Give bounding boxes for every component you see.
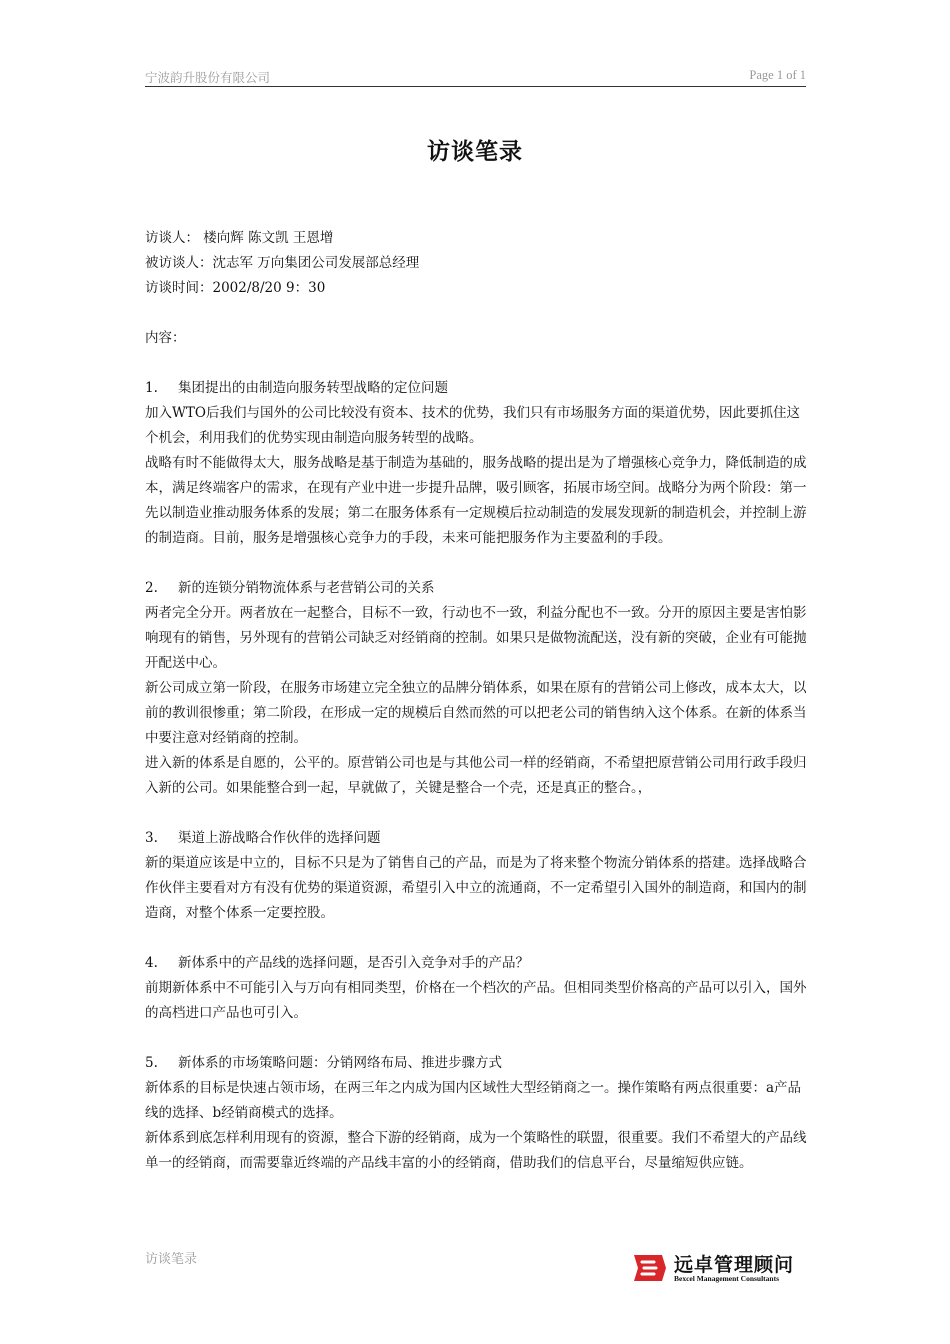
paragraph: 新公司成立第一阶段，在服务市场建立完全独立的品牌分销体系，如果在原有的营销公司上修改，成本太大，以前的教训很惨重；第二阶段，在形成一定的规模后自然而然的可以把老公司的销售纳入这个体系。在新的体系当中要注意对经销商的控制。 — [145, 680, 807, 746]
section-1 — [145, 376, 811, 551]
section-number: 5. — [145, 1055, 158, 1071]
section-5 — [145, 1051, 811, 1176]
section-number: 1. — [145, 380, 158, 396]
section-title: 新体系的市场策略问题：分销网络布局、推进步骤方式 — [178, 1055, 502, 1071]
paragraph: 前期新体系中不可能引入与万向有相同类型，价格在一个档次的产品。但相同类型价格高的产品可以引入，国外的高档进口产品也可引入。 — [145, 980, 807, 1021]
section-3 — [145, 826, 811, 926]
paragraph: 新体系的目标是快速占领市场，在两三年之内成为国内区域性大型经销商之一。操作策略有两点很重要：a产品线的选择、b经销商模式的选择。 — [145, 1080, 802, 1121]
page-title: 访谈笔录 — [427, 138, 523, 165]
section-heading — [145, 1051, 811, 1076]
paragraph: 进入新的体系是自愿的，公平的。原营销公司也是与其他公司一样的经销商，不希望把原营销公司用行政手段归入新的公司。如果能整合到一起，早就做了，关键是整合一个壳，还是真正的整合。， — [145, 755, 807, 796]
content-label: 内容： — [145, 330, 186, 346]
header-page-number: Page 1 of 1 — [749, 68, 806, 82]
interview-time-line: 访谈时间：2002/8/20 9：30 — [145, 280, 326, 296]
paragraph: 新的渠道应该是中立的，目标不只是为了销售自己的产品，而是为了将来整个物流分销体系的搭建。选择战略合作伙伴主要看对方有没有优势的渠道资源，希望引入中立的流通商，不一定希望引入国外的制造商，和国内的制造商，对整个体系一定要控股。 — [145, 855, 807, 921]
paragraph: 战略有时不能做得太大，服务战略是基于制造为基础的，服务战略的提出是为了增强核心竞争力，降低制造的成本，满足终端客户的需求，在现有产业中进一步提升品牌，吸引顾客，拓展市场空间。战略分为两个阶段：第一先以制造业推动服务体系的发展；第二在服务体系有一定规模后拉动制造的发展发现新的制造机会，并控制上游的制造商。目前，服务是增强核心竞争力的手段，未来可能把服务作为主要盈利的手段。 — [145, 455, 807, 546]
section-number: 2. — [145, 580, 158, 596]
logo-mark-icon — [632, 1253, 668, 1283]
section-heading — [145, 576, 811, 601]
header-company: 宁波韵升股份有限公司 — [145, 70, 271, 85]
logo-chinese-name: 远卓管理顾问 — [674, 1254, 795, 1276]
section-number: 4. — [145, 955, 158, 971]
section-heading — [145, 826, 811, 851]
footer-doc-name: 访谈笔录 — [145, 1252, 198, 1267]
logo-english-name: Bexcel Management Consultants — [674, 1274, 779, 1283]
paragraph: 新体系到底怎样利用现有的资源，整合下游的经销商，成为一个策略性的联盟，很重要。我们不希望大的产品线单一的经销商，而需要靠近终端的产品线丰富的小的经销商，借助我们的信息平台，尽量缩短供应链。 — [145, 1130, 807, 1171]
document-body — [145, 226, 811, 1176]
section-heading — [145, 951, 811, 976]
section-number: 3. — [145, 830, 158, 846]
section-title: 集团提出的由制造向服务转型战略的定位问题 — [178, 380, 448, 396]
section-2 — [145, 576, 811, 801]
company-logo — [632, 1250, 807, 1286]
section-4 — [145, 951, 811, 1026]
paragraph: 两者完全分开。两者放在一起整合，目标不一致，行动也不一致，利益分配也不一致。分开的原因主要是害怕影响现有的销售，另外现有的营销公司缺乏对经销商的控制。如果只是做物流配送，没有新的突破，企业有可能抛开配送中心。 — [145, 605, 807, 671]
section-title: 渠道上游战略合作伙伴的选择问题 — [178, 830, 381, 846]
page-header — [145, 66, 806, 87]
interviewee-line: 被访谈人：沈志军 万向集团公司发展部总经理 — [145, 255, 420, 271]
paragraph: 加入WTO后我们与国外的公司比较没有资本、技术的优势，我们只有市场服务方面的渠道优势，因此要抓住这个机会，利用我们的优势实现由制造向服务转型的战略。 — [145, 405, 800, 446]
section-title: 新体系中的产品线的选择问题，是否引入竞争对手的产品？ — [178, 955, 529, 971]
section-title: 新的连锁分销物流体系与老营销公司的关系 — [178, 580, 435, 596]
section-heading — [145, 376, 811, 401]
interviewers-line: 访谈人： 楼向辉 陈文凯 王恩增 — [145, 230, 334, 246]
